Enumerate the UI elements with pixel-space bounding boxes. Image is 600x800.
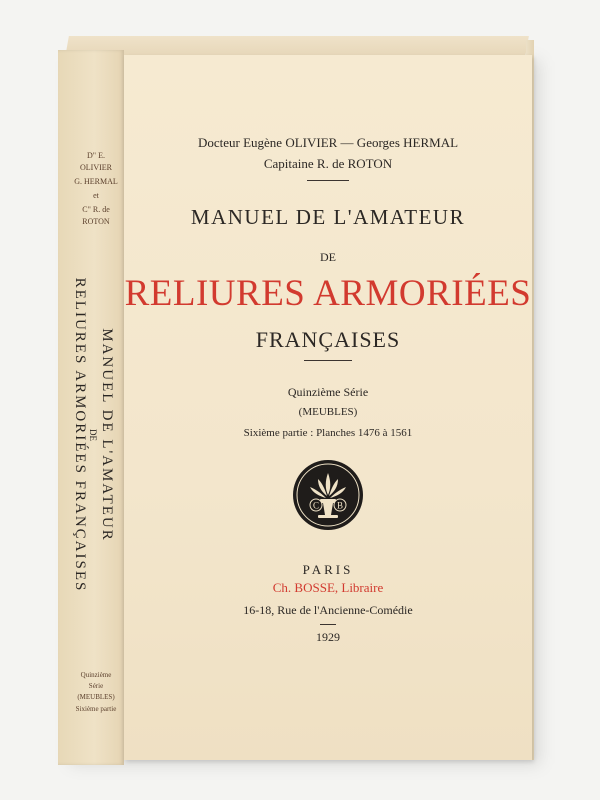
cover-publisher: Ch. BOSSE, Libraire [272, 580, 384, 595]
cover-rule-3 [320, 624, 336, 625]
cover-city: PARIS [302, 562, 354, 577]
cover-title-francaises: FRANÇAISES [255, 327, 401, 352]
spine-series-info [72, 670, 120, 715]
spine-bottom-3: (MEUBLES) [77, 693, 115, 702]
cover-planches: Sixième partie : Planches 1476 à 1561 [243, 427, 413, 439]
cover-authors-line1: Docteur Eugène OLIVIER — Georges HERMAL [197, 135, 459, 150]
spine-title-de: DE [88, 429, 98, 441]
cover-serie: Quinzième Série [287, 385, 369, 399]
cover-address: 16-18, Rue de l'Ancienne-Comédie [243, 603, 413, 617]
cover-subtitle: (MEUBLES) [298, 406, 358, 418]
emblem-letter-b: B [336, 500, 344, 511]
cover-title-de: DE [320, 250, 336, 264]
spine-author-2: G. HERMAL [74, 177, 118, 186]
spine-title-line1: MANUEL DE L'AMATEUR [99, 328, 115, 542]
publisher-emblem-icon [292, 459, 364, 531]
cover-title-line1: MANUEL DE L'AMATEUR [190, 205, 466, 229]
spine-title-line2: RELIURES ARMORIÉES FRANÇAISES [72, 277, 88, 593]
spine-bottom-1: Quinzième [80, 671, 112, 679]
spine-author-3: et [93, 191, 99, 200]
spine-authors [72, 150, 120, 230]
cover-title-main: RELIURES ARMORIÉES [124, 273, 532, 314]
spine-bottom-2: Série [88, 682, 104, 691]
spine-author-4: C" R. de ROTON [82, 205, 110, 226]
spine-title [64, 260, 122, 610]
cover-authors-line2: Capitaine R. de ROTON [263, 156, 393, 171]
emblem-letter-c: C [312, 500, 320, 511]
cover-rule-2 [304, 360, 352, 361]
cover-year: 1929 [316, 630, 340, 644]
spine-bottom-4: Sixième partie [75, 704, 117, 713]
cover-rule-1 [307, 180, 349, 181]
spine-author-1: D" E. OLIVIER [80, 151, 112, 172]
